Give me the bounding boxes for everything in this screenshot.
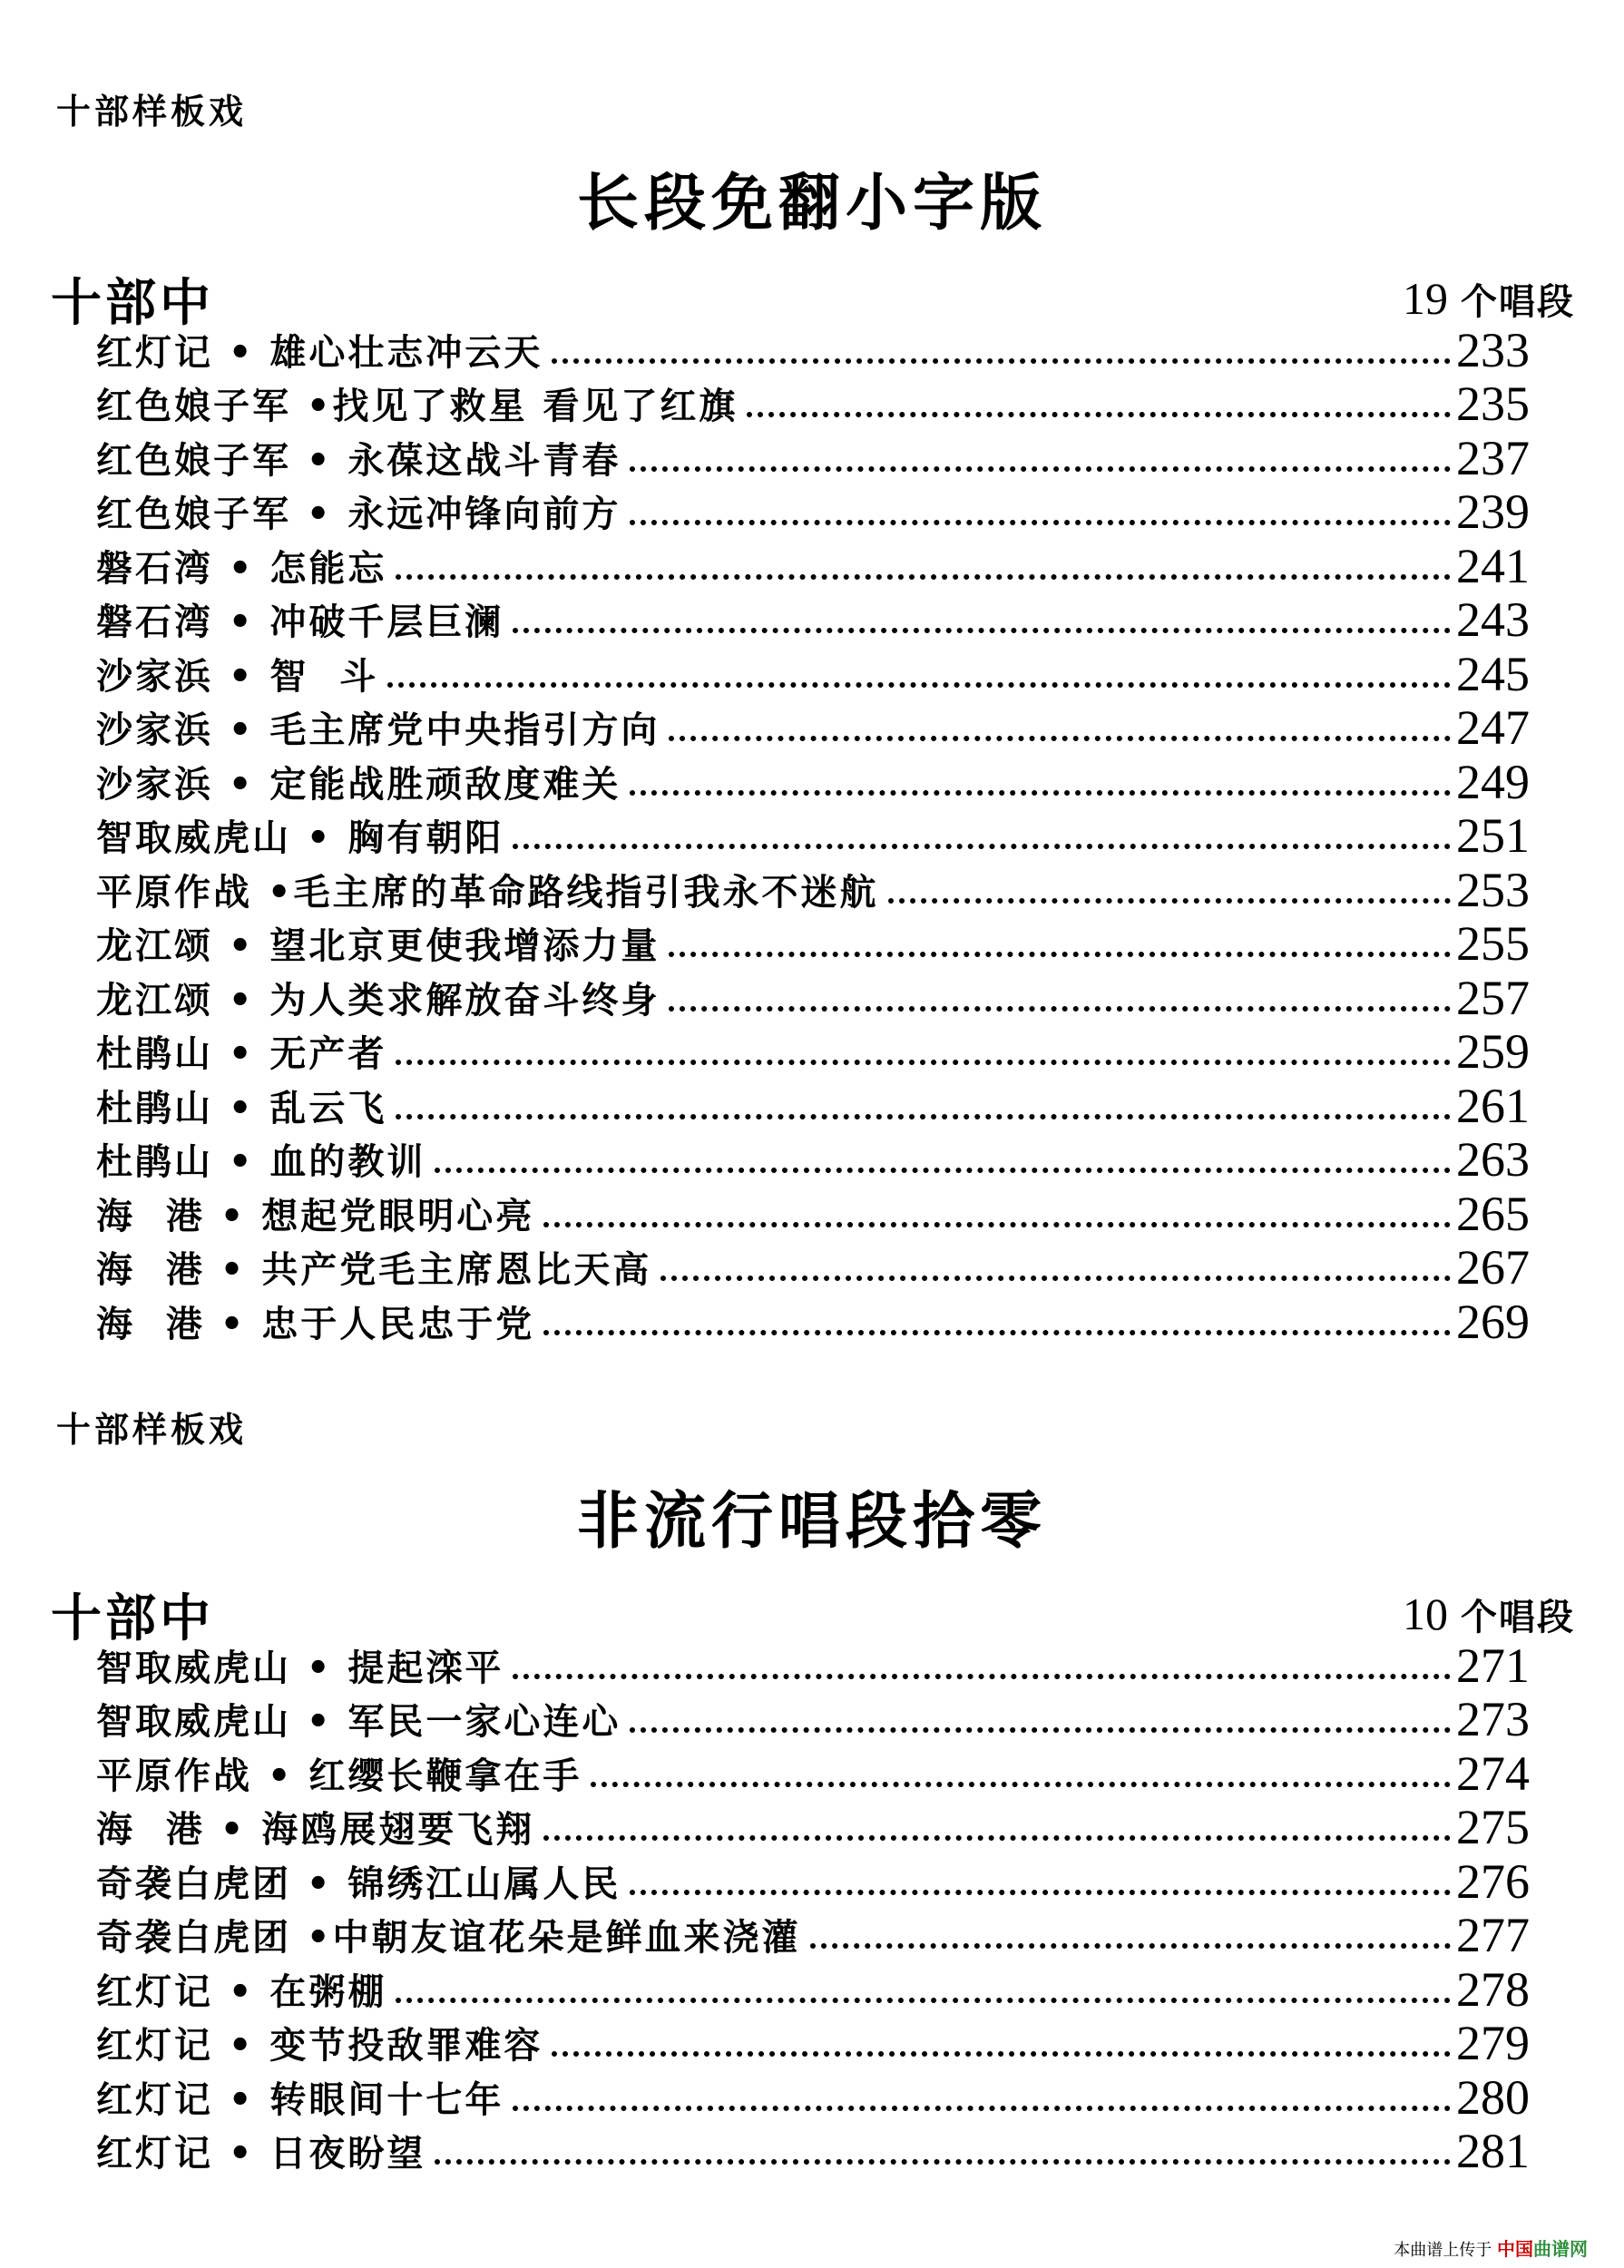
toc-entry-page: 271 — [1456, 1637, 1530, 1693]
toc-entry — [96, 1908, 1530, 1962]
toc-entry-page: 276 — [1456, 1853, 1530, 1909]
toc-entry-title: 平原作战 • 红缨长鞭拿在手 — [96, 1755, 582, 1797]
section-name: 十部中 — [51, 1589, 214, 1648]
section-count — [1403, 272, 1575, 325]
toc-entry-page: 265 — [1456, 1186, 1530, 1241]
toc-entry-page: 279 — [1456, 2016, 1530, 2070]
toc-entry — [96, 592, 1530, 647]
toc-entry — [96, 484, 1530, 539]
dot-leader — [630, 1890, 1451, 1895]
toc-entry-title: 红色娘子军 • 永葆这战斗青春 — [96, 439, 621, 482]
toc-entry — [96, 1853, 1530, 1908]
book-title: 长段免翻小字版 — [576, 168, 1047, 240]
toc-entry — [96, 1637, 1530, 1692]
toc-entry — [96, 1132, 1530, 1187]
toc-entry-page: 277 — [1456, 1908, 1530, 1962]
toc-entry — [96, 916, 1530, 971]
toc-entry-page: 257 — [1456, 970, 1530, 1025]
toc-entry — [96, 2069, 1530, 2124]
toc-entry-title: 红色娘子军 •找见了救星 看见了红旗 — [96, 386, 739, 427]
dot-leader — [396, 574, 1451, 580]
toc-entry-page: 261 — [1456, 1078, 1530, 1133]
upload-footer — [1394, 2234, 1588, 2261]
toc-entry-title: 智取威虎山 • 胸有朝阳 — [96, 817, 504, 859]
toc-entry — [96, 646, 1530, 700]
toc-entry — [96, 1078, 1530, 1132]
dot-leader — [435, 1168, 1451, 1173]
toc-entry-page: 269 — [1456, 1294, 1530, 1349]
toc-entry — [96, 1240, 1530, 1295]
toc-entry-title: 海 港 • 共产党毛主席恩比天高 — [96, 1249, 652, 1291]
toc-entry-page: 237 — [1456, 430, 1530, 485]
dot-leader — [669, 736, 1451, 741]
toc-entry — [96, 2016, 1530, 2070]
dot-leader — [552, 2051, 1451, 2057]
dot-leader — [630, 466, 1451, 472]
toc-entry-page: 274 — [1456, 1745, 1530, 1801]
footer-brand-site: 曲谱网 — [1533, 2238, 1588, 2260]
dot-leader — [810, 1943, 1452, 1949]
toc-entry-title: 沙家浜 • 智 斗 — [96, 655, 379, 698]
toc-entry-title: 海 港 • 忠于人民忠于党 — [96, 1303, 535, 1345]
section-header — [51, 1579, 1575, 1648]
toc-entry-title: 红灯记 • 转眼间十七年 — [96, 2078, 504, 2121]
dot-leader — [888, 898, 1452, 904]
toc-entry — [96, 754, 1530, 808]
dot-leader — [630, 790, 1451, 796]
toc-entry-title: 红灯记 • 在粥棚 — [96, 1970, 387, 2013]
toc-entry-title: 红灯记 • 变节投敌罪难容 — [96, 2025, 543, 2067]
toc-entry-title: 海 港 • 海鸥展翅要飞翔 — [96, 1809, 535, 1851]
book-title: 非流行唱段拾零 — [576, 1486, 1047, 1558]
toc-entry — [96, 2124, 1530, 2178]
toc-entry-title: 沙家浜 • 定能战胜顽敌度难关 — [96, 763, 621, 806]
toc-entry-title: 红灯记 • 日夜盼望 — [96, 2133, 426, 2175]
dot-leader — [513, 1674, 1451, 1679]
dot-leader — [630, 520, 1451, 525]
toc-entry — [96, 862, 1530, 916]
dot-leader — [513, 2106, 1451, 2111]
dot-leader — [591, 1782, 1451, 1787]
toc-entry-page: 281 — [1456, 2124, 1530, 2178]
toc-list — [96, 1637, 1530, 2177]
toc-entry-title: 龙江颂 • 为人类求解放奋斗终身 — [96, 979, 660, 1022]
toc-entry-page: 255 — [1456, 916, 1530, 971]
toc-entry-page: 235 — [1456, 376, 1530, 431]
toc-entry-title: 平原作战 •毛主席的革命路线指引我永不迷航 — [96, 871, 879, 914]
dot-leader — [387, 682, 1451, 688]
toc-entry-title: 奇袭白虎团 • 锦绣江山属人民 — [96, 1862, 621, 1905]
toc-entry-title: 杜鹃山 • 血的教训 — [96, 1141, 426, 1183]
dot-leader — [552, 358, 1451, 364]
toc-entry-title: 磐石湾 • 冲破千层巨澜 — [96, 601, 504, 643]
toc-entry — [96, 1692, 1530, 1746]
toc-entry — [96, 970, 1530, 1024]
dot-leader — [396, 1060, 1451, 1065]
toc-entry — [96, 322, 1530, 376]
toc-entry — [96, 376, 1530, 431]
toc-entry-page: 253 — [1456, 862, 1530, 917]
toc-entry-page: 245 — [1456, 646, 1530, 701]
section-count-unit: 个唱段 — [1461, 281, 1575, 323]
toc-entry — [96, 1961, 1530, 2016]
toc-entry-title: 智取威虎山 • 提起滦平 — [96, 1647, 504, 1689]
dot-leader — [630, 1727, 1451, 1733]
section-count — [1403, 1588, 1575, 1640]
dot-leader — [543, 1330, 1451, 1335]
toc-entry — [96, 808, 1530, 863]
toc-entry-title: 杜鹃山 • 无产者 — [96, 1033, 387, 1075]
dot-leader — [543, 1835, 1451, 1841]
toc-entry — [96, 538, 1530, 592]
dot-leader — [660, 1276, 1451, 1281]
toc-entry-page: 251 — [1456, 808, 1530, 863]
toc-entry-title: 奇袭白虎团 •中朝友谊花朵是鲜血来浇灌 — [96, 1917, 801, 1959]
section-count-unit: 个唱段 — [1461, 1597, 1575, 1638]
series-label: 十部样板戏 — [56, 1410, 248, 1450]
series-label: 十部样板戏 — [56, 92, 248, 132]
toc-entry-page: 249 — [1456, 754, 1530, 809]
toc-entry-page: 278 — [1456, 1961, 1530, 2017]
toc-entry-title: 智取威虎山 • 军民一家心连心 — [96, 1701, 621, 1743]
toc-entry-page: 280 — [1456, 2069, 1530, 2125]
dot-leader — [396, 1114, 1451, 1119]
toc-entry-page: 247 — [1456, 700, 1530, 755]
toc-entry-page: 267 — [1456, 1240, 1530, 1295]
toc-entry-title: 沙家浜 • 毛主席党中央指引方向 — [96, 709, 660, 751]
toc-entry-page: 239 — [1456, 484, 1530, 539]
toc-entry — [96, 700, 1530, 755]
toc-entry — [96, 1186, 1530, 1240]
dot-leader — [669, 1006, 1451, 1012]
toc-entry-title: 海 港 • 想起党眼明心亮 — [96, 1195, 535, 1237]
dot-leader — [435, 2159, 1451, 2165]
toc-entry-page: 275 — [1456, 1800, 1530, 1854]
section-count-number: 19 — [1403, 273, 1448, 324]
section-header — [51, 263, 1575, 333]
footer-brand: 中国 — [1497, 2238, 1533, 2260]
toc-entry — [96, 1024, 1530, 1079]
dot-leader — [747, 412, 1451, 417]
section-count-number: 10 — [1403, 1589, 1448, 1639]
toc-entry — [96, 1800, 1530, 1854]
toc-entry-title: 红灯记 • 雄心壮志冲云天 — [96, 331, 543, 374]
toc-entry — [96, 1745, 1530, 1800]
dot-leader — [396, 1998, 1451, 2003]
toc-entry — [96, 1294, 1530, 1348]
toc-entry-page: 233 — [1456, 322, 1530, 377]
dot-leader — [513, 628, 1451, 633]
toc-entry-title: 红色娘子军 • 永远冲锋向前方 — [96, 494, 621, 535]
dot-leader — [669, 952, 1451, 957]
toc-entry-title: 磐石湾 • 怎能忘 — [96, 547, 387, 590]
toc-list — [96, 322, 1530, 1348]
toc-entry-page: 273 — [1456, 1692, 1530, 1746]
toc-entry-page: 263 — [1456, 1132, 1530, 1187]
section-name: 十部中 — [51, 274, 214, 333]
dot-leader — [543, 1222, 1451, 1227]
toc-entry-title: 杜鹃山 • 乱云飞 — [96, 1087, 387, 1129]
toc-entry — [96, 430, 1530, 484]
footer-prefix: 本曲谱上传于 — [1394, 2241, 1492, 2260]
toc-entry-page: 243 — [1456, 592, 1530, 647]
toc-entry-title: 龙江颂 • 望北京更使我增添力量 — [96, 925, 660, 967]
dot-leader — [513, 844, 1451, 849]
toc-entry-page: 241 — [1456, 538, 1530, 593]
toc-entry-page: 259 — [1456, 1024, 1530, 1079]
